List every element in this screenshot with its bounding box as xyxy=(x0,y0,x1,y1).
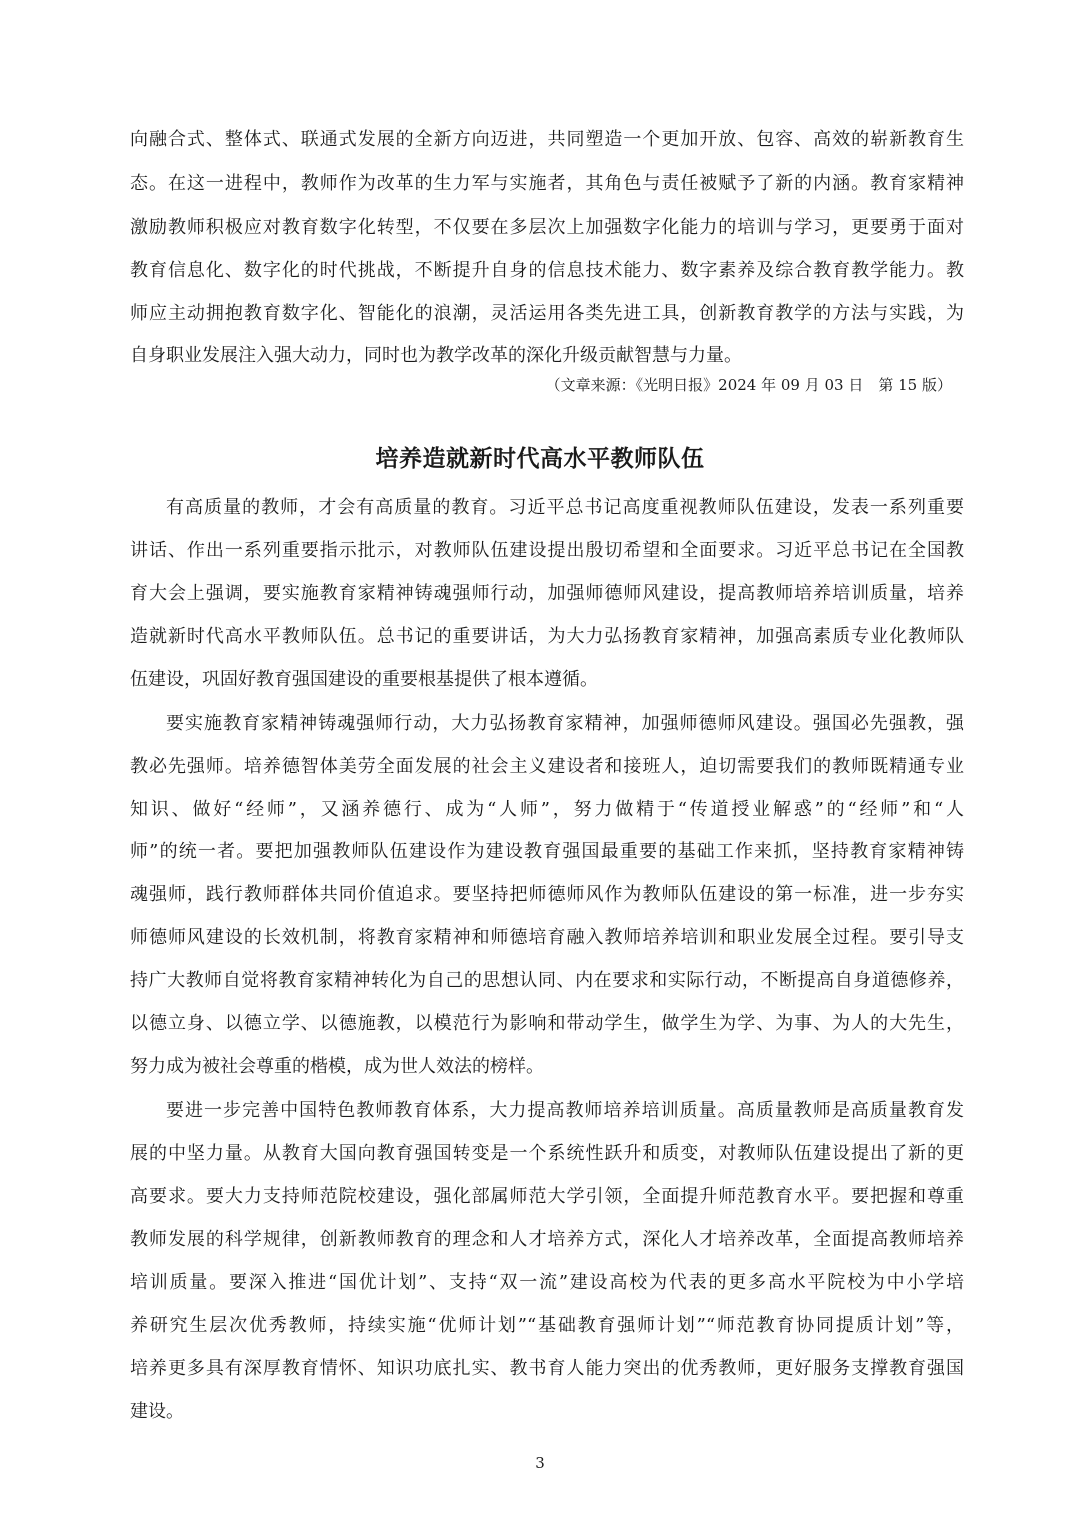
text-line: 师德师风建设的长效机制，将教育家精神和师德培育融入教师培养培训和职业发展全过程。要引导支 xyxy=(130,927,964,948)
text-line: 师应主动拥抱教育数字化、智能化的浪潮，灵活运用各类先进工具，创新教育教学的方法与实践，为 xyxy=(130,303,964,324)
text-line: 育大会上强调，要实施教育家精神铸魂强师行动，加强师德师风建设，提高教师培养培训质量，培养 xyxy=(130,583,964,604)
text-line: 造就新时代高水平教师队伍。总书记的重要讲话，为大力弘扬教育家精神，加强高素质专业化教师队 xyxy=(130,626,964,647)
text-line: 努力成为被社会尊重的楷模，成为世人效法的榜样。 xyxy=(130,1056,544,1077)
article-source: （文章来源：《光明日报》2024 年 09 月 03 日 第 15 版） xyxy=(545,376,952,394)
text-line: 教必先强师。培养德智体美劳全面发展的社会主义建设者和接班人，迫切需要我们的教师既精通专业 xyxy=(130,756,964,777)
text-line: 要进一步完善中国特色教师教育体系，大力提高教师培养培训质量。高质量教师是高质量教育发 xyxy=(166,1100,964,1121)
text-line: 持广大教师自觉将教育家精神转化为自己的思想认同、内在要求和实际行动，不断提高自身道德修养， xyxy=(130,970,964,991)
article-title: 培养造就新时代高水平教师队伍 xyxy=(375,446,705,472)
text-line: 展的中坚力量。从教育大国向教育强国转变是一个系统性跃升和质变，对教师队伍建设提出了新的更 xyxy=(130,1143,964,1164)
text-line: 自身职业发展注入强大动力，同时也为教学改革的深化升级贡献智慧与力量。 xyxy=(130,345,742,366)
text-line: 教育信息化、数字化的时代挑战，不断提升自身的信息技术能力、数字素养及综合教育教学能力。教 xyxy=(130,260,964,281)
text-line: 激励教师积极应对教育数字化转型，不仅要在多层次上加强数字化能力的培训与学习，更要勇于面对 xyxy=(130,217,964,238)
text-line: 向融合式、整体式、联通式发展的全新方向迈进，共同塑造一个更加开放、包容、高效的崭新教育生 xyxy=(130,129,964,150)
text-line: 培训质量。要深入推进“国优计划”、支持“双一流”建设高校为代表的更多高水平院校为中小学培 xyxy=(130,1272,964,1293)
text-line: 养研究生层次优秀教师，持续实施“优师计划”“基础教育强师计划”“师范教育协同提质计划”等， xyxy=(130,1315,964,1336)
text-line: 魂强师，践行教师群体共同价值追求。要坚持把师德师风作为教师队伍建设的第一标准，进一步夯实 xyxy=(130,884,964,905)
page-number: 3 xyxy=(535,1454,545,1472)
text-line: 师”的统一者。要把加强教师队伍建设作为建设教育强国最重要的基础工作来抓，坚持教育家精神铸 xyxy=(130,841,964,862)
text-line: 态。在这一进程中，教师作为改革的生力军与实施者，其角色与责任被赋予了新的内涵。教育家精神 xyxy=(130,173,964,194)
text-line: 建设。 xyxy=(130,1401,184,1422)
text-line: 以德立身、以德立学、以德施教，以模范行为影响和带动学生，做学生为学、为事、为人的大先生， xyxy=(130,1013,964,1034)
text-line: 教师发展的科学规律，创新教师教育的理念和人才培养方式，深化人才培养改革，全面提高教师培养 xyxy=(130,1229,964,1250)
text-line: 知识、做好“经师”，又涵养德行、成为“人师”，努力做精于“传道授业解惑”的“经师”和“人 xyxy=(130,799,964,820)
text-line: 讲话、作出一系列重要指示批示，对教师队伍建设提出殷切希望和全面要求。习近平总书记在全国教 xyxy=(130,540,964,561)
text-line: 有高质量的教师，才会有高质量的教育。习近平总书记高度重视教师队伍建设，发表一系列重要 xyxy=(166,497,964,518)
text-line: 高要求。要大力支持师范院校建设，强化部属师范大学引领，全面提升师范教育水平。要把握和尊重 xyxy=(130,1186,964,1207)
text-line: 培养更多具有深厚教育情怀、知识功底扎实、教书育人能力突出的优秀教师，更好服务支撑教育强国 xyxy=(130,1358,964,1379)
text-line: 要实施教育家精神铸魂强师行动，大力弘扬教育家精神，加强师德师风建设。强国必先强教，强 xyxy=(166,713,964,734)
text-line: 伍建设，巩固好教育强国建设的重要根基提供了根本遵循。 xyxy=(130,669,598,690)
